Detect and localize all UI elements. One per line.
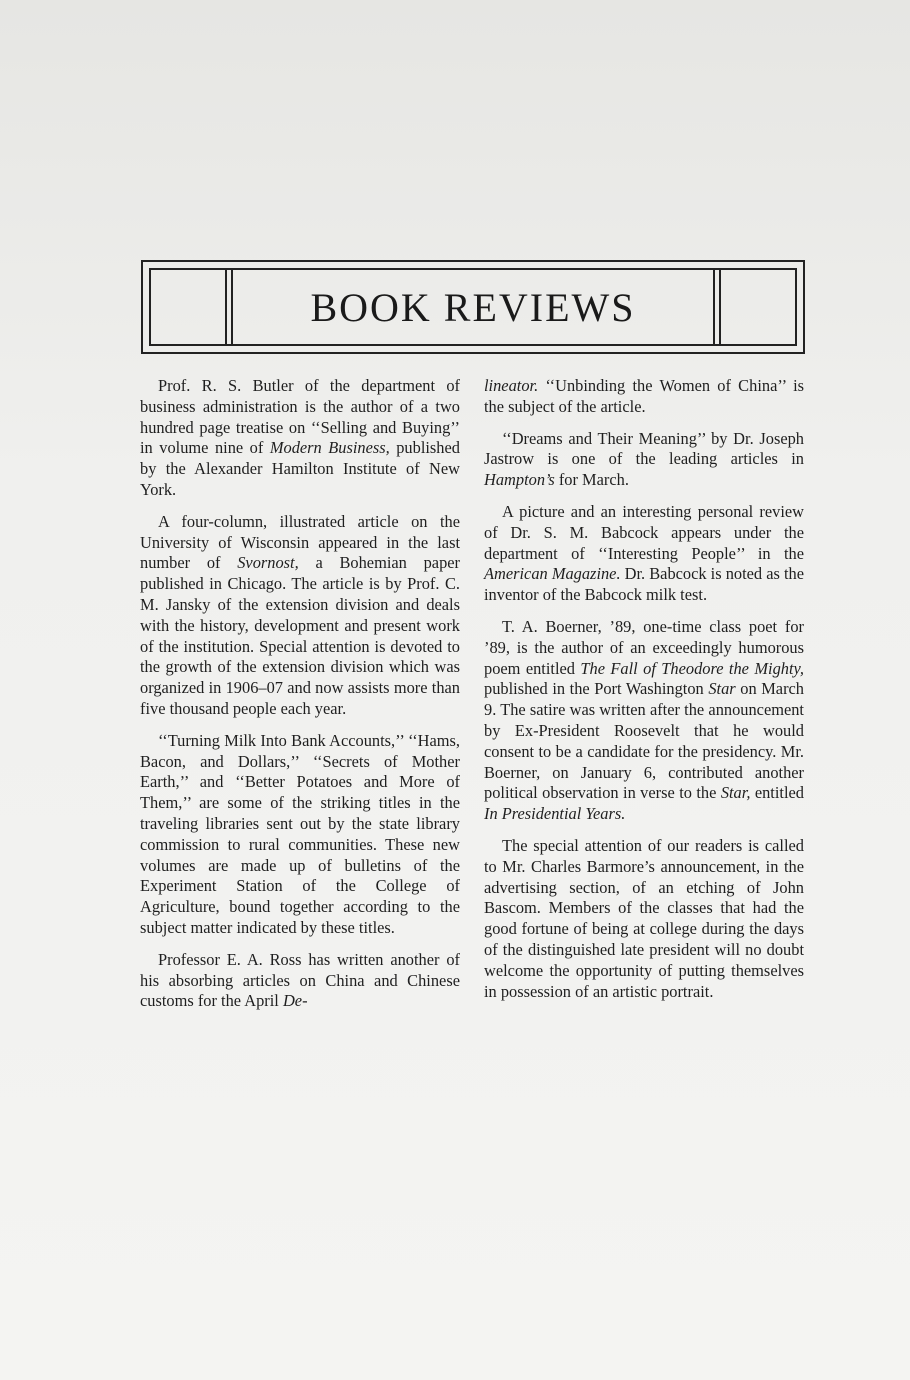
- review-paragraph: Professor E. A. Ross has written another of his absorbing articles on China and Chinese customs for the April De-: [140, 949, 460, 1011]
- italic-title: De-: [282, 991, 308, 1011]
- italic-title: Star,: [720, 783, 751, 803]
- italic-title: In Presidential Years.: [484, 804, 626, 824]
- italic-title: Hampton’s: [484, 470, 555, 490]
- review-paragraph: A four-column, illustrated article on the University of Wisconsin appeared in the last number of Svornost, a Bohemian paper published in Chicago. The article is by Prof. C. M. Jansky of the extension division and deals with the history, development and present work of the institution. Special attention is devoted to the growth of the extension division which was organized in 1906–07 and now assists more than five thousand people each year.: [140, 511, 461, 718]
- review-paragraph: lineator. ‘‘Unbinding the Women of China’’ is the subject of the article.: [484, 376, 804, 416]
- section-header-inner-border: [149, 268, 797, 346]
- review-paragraph: ‘‘Turning Milk Into Bank Accounts,’’ ‘‘Hams, Bacon, and Dollars,’’ ‘‘Secrets of Mother Earth,’’ and ‘‘Better Potatoes and More of Them,’’ are some of the striking titles in the traveling libraries sent out by the state library commission to rural communities. These new volumes are made up of bulletins of the Experiment Station of the College of Agriculture, bound together according to the subject matter indicated by these titles.: [140, 730, 460, 937]
- review-paragraph: Prof. R. S. Butler of the department of business administration is the author of a two hundred page treatise on ‘‘Selling and Buying’’ in volume nine of Modern Business, published by the Alexander Hamilton Institute of New York.: [140, 376, 460, 499]
- italic-title: lineator.: [484, 376, 539, 395]
- review-paragraph: The special attention of our readers is called to Mr. Charles Barmore’s announcement, in the advertising section, of an etching of John Bascom. Members of the classes that had the good fortune of being at college during the days of the distinguished late president will no doubt welcome the opportunity of putting themselves in possession of an artistic portrait.: [484, 835, 804, 1001]
- italic-title: Modern Business,: [269, 438, 390, 458]
- left-column: [140, 376, 460, 1023]
- right-column: [484, 376, 804, 1013]
- page-title: BOOK REVIEWS: [310, 284, 636, 330]
- italic-title: Svornost,: [237, 553, 299, 573]
- italic-title: The Fall of Theodore the Mighty,: [580, 658, 804, 678]
- header-ornament-left: [151, 270, 233, 344]
- italic-title: Star: [708, 679, 736, 699]
- review-paragraph: T. A. Boerner, ’89, one-time class poet for ’89, is the author of an exceedingly humorous poem entitled The Fall of Theodore the Mighty, published in the Port Washington Star on March 9. The satire was written after the announcement by Ex-President Roosevelt that he would consent to be a candidate for the presidency. Mr. Boerner, on January 6, contributed another political observation in verse to the Star, entitled In Presidential Years.: [484, 616, 804, 824]
- review-paragraph: A picture and an interesting personal review of Dr. S. M. Babcock appears under the department of ‘‘Interesting People’’ in the American Magazine. Dr. Babcock is noted as the inventor of the Babcock milk test.: [484, 501, 805, 605]
- review-paragraph: ‘‘Dreams and Their Meaning’’ by Dr. Joseph Jastrow is one of the leading articles in Hampton’s for March.: [484, 428, 804, 490]
- italic-title: American Magazine.: [484, 564, 621, 584]
- header-ornament-right: [713, 270, 795, 344]
- section-header-frame: [141, 260, 805, 354]
